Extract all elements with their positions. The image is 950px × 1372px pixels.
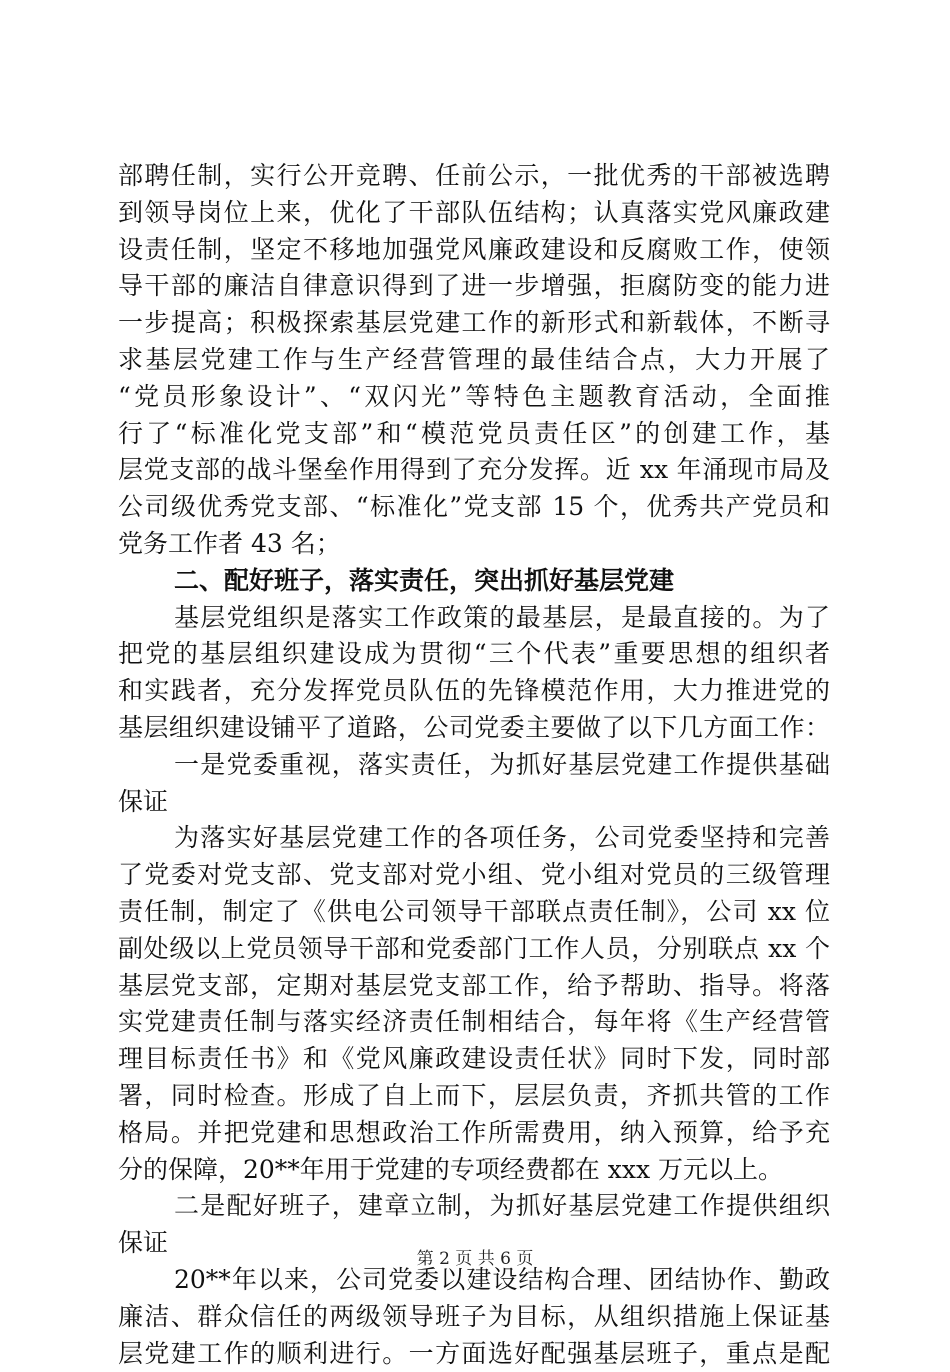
text-line: 分的保障，20**年用于党建的专项经费都在 xxx 万元以上。 [118,1152,830,1189]
text-line: 一步提高；积极探索基层党建工作的新形式和新载体，不断寻 [118,305,830,342]
text-line: 求基层党建工作与生产经营管理的最佳结合点，大力开展了 [118,342,830,379]
text-line: 基层党支部，定期对基层党支部工作，给予帮助、指导。将落 [118,968,830,1005]
text-line: 和实践者，充分发挥党员队伍的先锋模范作用，大力推进党的 [118,673,830,710]
page-number: 第 2 页 共 6 页 [417,1249,534,1269]
text-line: 保证 [118,784,830,821]
text-line: 为落实好基层党建工作的各项任务，公司党委坚持和完善 [118,820,830,857]
text-line: 公司级优秀党支部、“标准化”党支部 15 个，优秀共产党员和 [118,489,830,526]
text-line: 行了“标准化党支部”和“模范党员责任区”的创建工作，基 [118,416,830,453]
text-line: 基层党组织是落实工作政策的最基层，是最直接的。为了 [118,600,830,637]
text-line: 实党建责任制与落实经济责任制相结合，每年将《生产经营管 [118,1004,830,1041]
text-line: 党务工作者 43 名； [118,526,830,563]
text-line: 一是党委重视，落实责任，为抓好基层党建工作提供基础 [118,747,830,784]
text-line: 二是配好班子，建章立制，为抓好基层党建工作提供组织 [118,1188,830,1225]
text-line: 署，同时检查。形成了自上而下，层层负责，齐抓共管的工作 [118,1078,830,1115]
text-line: 层党支部的战斗堡垒作用得到了充分发挥。近 xx 年涌现市局及 [118,452,830,489]
text-line: 20**年以来，公司党委以建设结构合理、团结协作、勤政 [118,1262,830,1299]
text-line: 基层组织建设铺平了道路，公司党委主要做了以下几方面工作： [118,710,830,747]
text-line: 到领导岗位上来，优化了干部队伍结构；认真落实党风廉政建 [118,195,830,232]
text-line: 责任制，制定了《供电公司领导干部联点责任制》，公司 xx 位 [118,894,830,931]
page-footer [0,1244,950,1269]
text-line: 保证 [118,1225,830,1262]
text-line: 层党建工作的顺利进行。一方面选好配强基层班子，重点是配 [118,1336,830,1372]
text-line: 部聘任制，实行公开竞聘、任前公示，一批优秀的干部被选聘 [118,158,830,195]
text-line: 理目标责任书》和《党风廉政建设责任状》同时下发，同时部 [118,1041,830,1078]
text-line: 设责任制，坚定不移地加强党风廉政建设和反腐败工作，使领 [118,232,830,269]
text-line: 了党委对党支部、党支部对党小组、党小组对党员的三级管理 [118,857,830,894]
text-line: “党员形象设计”、“双闪光”等特色主题教育活动，全面推 [118,379,830,416]
section-heading: 二、配好班子，落实责任，突出抓好基层党建 [118,563,830,600]
text-line: 格局。并把党建和思想政治工作所需费用，纳入预算，给予充 [118,1115,830,1152]
document-body [118,158,830,1372]
text-line: 把党的基层组织建设成为贯彻“三个代表”重要思想的组织者 [118,636,830,673]
text-line: 副处级以上党员领导干部和党委部门工作人员，分别联点 xx 个 [118,931,830,968]
text-line: 廉洁、群众信任的两级领导班子为目标，从组织措施上保证基 [118,1299,830,1336]
text-line: 导干部的廉洁自律意识得到了进一步增强，拒腐防变的能力进 [118,268,830,305]
